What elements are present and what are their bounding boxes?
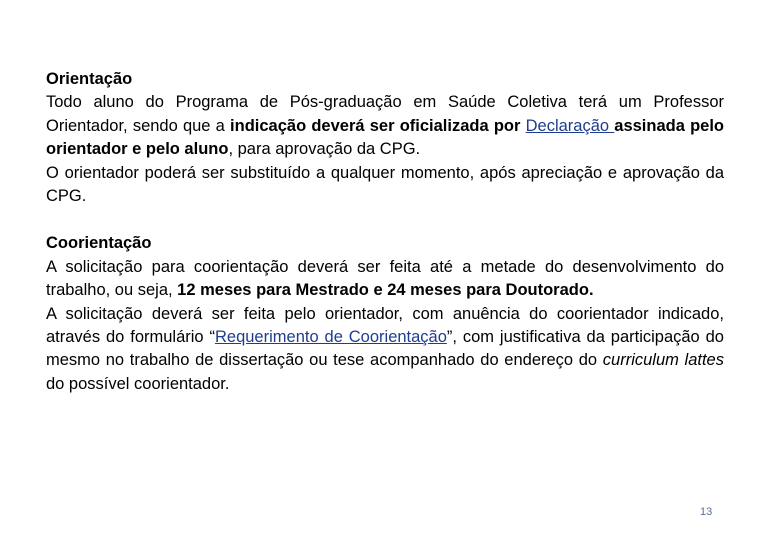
page-number: 13 xyxy=(700,506,713,518)
section-heading-orientacao: Orientação xyxy=(46,70,133,88)
coorientacao-paragraph-1 xyxy=(46,256,724,303)
orientacao-paragraph-2: O orientador poderá ser substituído a qualquer momento, após apreciação e aprovação da CPG. xyxy=(46,163,724,206)
orientacao-paragraph-1 xyxy=(46,91,724,161)
text-span: , para aprovação da CPG. xyxy=(228,140,421,159)
coorientacao-paragraph-2 xyxy=(46,303,724,397)
section-heading-coorientacao: Coorientação xyxy=(46,234,152,253)
text-span: A solicitação deverá ser feita pelo orientador, com anuência do coorientador indicado, através do formulário “ xyxy=(46,304,724,347)
italic-text: curriculum lattes xyxy=(602,351,724,370)
spacer xyxy=(46,208,724,232)
bold-text: 12 meses para Mestrado e 24 meses para Doutorado. xyxy=(177,281,594,300)
text-span: do possível coorientador. xyxy=(46,374,230,393)
requerimento-coorientacao-link[interactable]: Requerimento de Coorientação xyxy=(214,328,447,347)
bold-text: assinada pelo orientador e pelo aluno xyxy=(46,116,724,159)
slide-content xyxy=(46,68,724,396)
declaracao-link[interactable]: Declaração xyxy=(525,116,615,135)
bold-text: indicação deverá ser oficializada por xyxy=(230,116,526,135)
text-span: ”, com justificativa da participação do mesmo no trabalho de dissertação ou tese acompanhado do endereço do xyxy=(46,328,724,370)
text-span: Todo aluno do Programa de Pós-graduação em Saúde Coletiva terá um Professor Orientador, sendo que a xyxy=(46,93,724,135)
text-span: A solicitação para coorientação deverá ser feita até a metade do desenvolvimento do trabalho, ou seja, xyxy=(46,257,724,300)
